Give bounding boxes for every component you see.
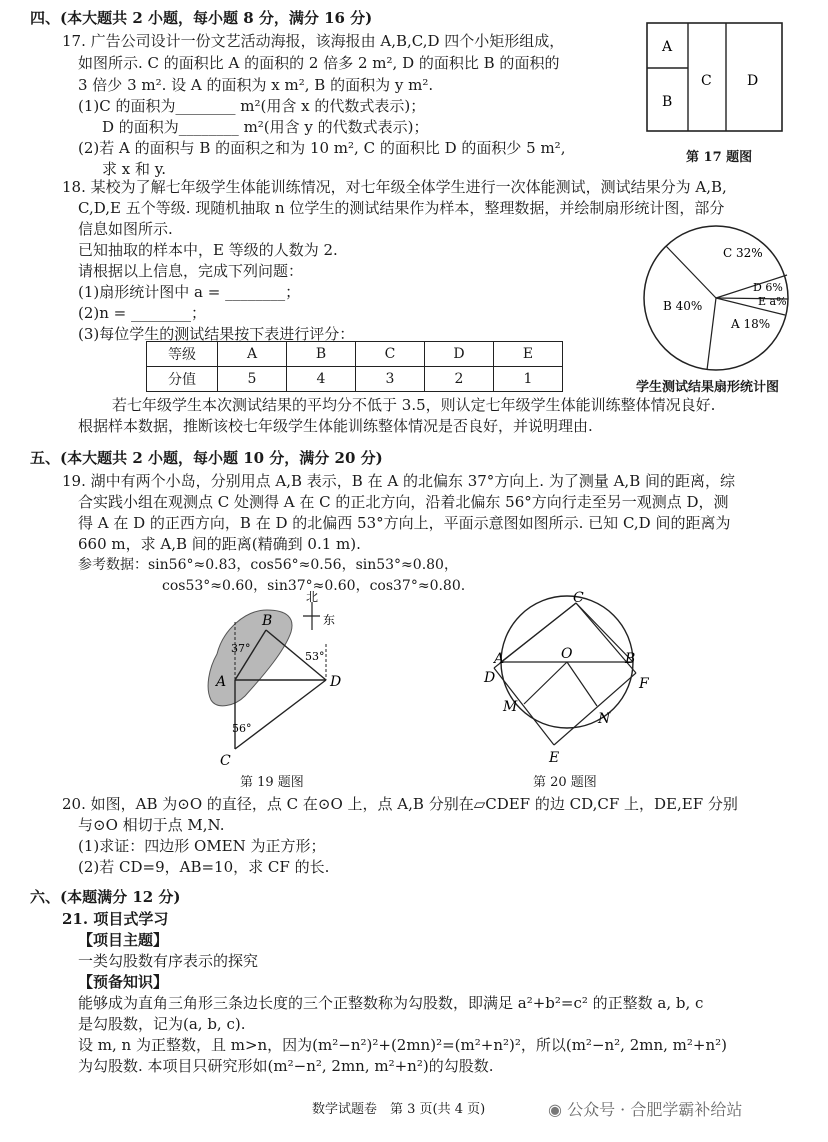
score-table-row	[147, 367, 563, 392]
score-table	[146, 341, 563, 392]
q18-line-5: 请根据以上信息，完成下列问题：	[78, 262, 304, 280]
q20-line-3: (1)求证：四边形 OMEN 为正方形；	[78, 837, 326, 855]
q20-label-e: E	[549, 750, 560, 766]
q19-figure	[195, 592, 365, 772]
watermark-text: 公众号 · 合肥学霸补给站	[567, 1100, 743, 1119]
q19-line-4: 660 m，求 A,B 间的距离(精确到 0.1 m).	[78, 535, 361, 553]
q17-caption: 第 17 题图	[686, 150, 753, 165]
score-cell: 2	[425, 367, 494, 392]
score-cell: 1	[494, 367, 563, 392]
q18-line-3: 信息如图所示.	[78, 220, 173, 238]
q20-label-n: N	[598, 711, 611, 727]
q18-caption: 学生测试结果扇形统计图	[636, 380, 780, 395]
q18-line-10: 根据样本数据，推断该校七年级学生体能训练整体情况是否良好，并说明理由.	[78, 417, 593, 435]
q20-line-1: 20. 如图，AB 为⊙O 的直径，点 C 在⊙O 上，点 A,B 分别在▱CDEF 的边 CD,CF 上，DE,EF 分别	[62, 795, 738, 813]
q17-line-5: D 的面积为________ m²(用含 y 的代数式表示)；	[102, 118, 429, 136]
q21-topic: 一类勾股数有序表示的探究	[78, 952, 259, 970]
q19-label-b: B	[262, 613, 273, 629]
q19-label-c: C	[220, 753, 231, 769]
score-cell: D	[425, 342, 494, 367]
q19-line-2: 合实践小组在观测点 C 处测得 A 在 C 的正北方向，沿着北偏东 56°方向行走至另一观测点 D，测	[78, 493, 729, 511]
q19-line-1: 19. 湖中有两个小岛，分别用点 A,B 表示，B 在 A 的北偏东 37°方向上. 为了测量 A,B 间的距离，综	[62, 472, 735, 490]
q19-angle-56: 56°	[232, 722, 252, 735]
q20-line-4: (2)若 CD=9，AB=10，求 CF 的长.	[78, 858, 330, 876]
q19-ref-1: 参考数据：sin56°≈0.83，cos56°≈0.56，sin53°≈0.80，	[78, 557, 458, 573]
q19-label-d: D	[330, 674, 342, 690]
q19-angle-53: 53°	[305, 650, 325, 663]
q20-label-a: A	[494, 651, 505, 667]
pie-label-a: A 18%	[731, 317, 771, 331]
q20-line-2: 与⊙O 相切于点 M,N.	[78, 816, 225, 834]
q17-line-1: 17. 广告公司设计一份文艺活动海报，该海报由 A,B,C,D 四个小矩形组成，	[62, 32, 565, 50]
q18-line-4: 已知抽取的样本中，E 等级的人数为 2.	[78, 241, 338, 259]
q21-prep-line-2: 是勾股数，记为(a, b, c).	[78, 1015, 246, 1033]
score-cell: A	[218, 342, 287, 367]
q19-ref-2: cos53°≈0.60，sin37°≈0.60，cos37°≈0.80.	[162, 578, 466, 594]
score-cell: 分值	[147, 367, 218, 392]
pie-label-e: E a%	[758, 295, 787, 308]
q17-label-b: B	[662, 94, 673, 110]
q19-label-a: A	[216, 674, 227, 690]
q20-figure	[484, 590, 654, 770]
q21-prep-line-4: 为勾股数. 本项目只研究形如(m²−n², 2mn, m²+n²)的勾股数.	[78, 1057, 494, 1075]
score-cell: 5	[218, 367, 287, 392]
q20-label-c: C	[573, 590, 584, 606]
score-cell: C	[356, 342, 425, 367]
q18-line-9: 若七年级学生本次测试结果的平均分不低于 3.5，则认定七年级学生体能训练整体情况良好.	[112, 396, 716, 414]
q18-pie-chart	[643, 225, 793, 375]
q20-label-b: B	[625, 651, 636, 667]
q17-line-4: (1)C 的面积为________ m²(用含 x 的代数式表示)；	[78, 97, 426, 115]
score-table-header-row	[147, 342, 563, 367]
page-footer: 数学试题卷 第 3 页(共 4 页)	[312, 1102, 486, 1117]
q17-figure	[646, 22, 786, 134]
q19-line-3: 得 A 在 D 的正西方向，B 在 D 的北偏西 53°方向上，平面示意图如图所示. 已知 C,D 间的距离为	[78, 514, 731, 532]
q19-caption: 第 19 题图	[240, 775, 304, 790]
q20-label-d: D	[484, 670, 496, 686]
section-4-header: 四、(本大题共 2 小题，每小题 8 分，满分 16 分)	[30, 9, 373, 27]
q17-line-2: 如图所示. C 的面积比 A 的面积的 2 倍多 2 m², D 的面积比 B 的面积的	[78, 54, 560, 72]
q20-label-f: F	[639, 676, 649, 692]
score-cell: 4	[287, 367, 356, 392]
q20-label-m: M	[503, 699, 518, 715]
q18-line-8: (3)每位学生的测试结果按下表进行评分：	[78, 325, 355, 343]
q18-line-1: 18. 某校为了解七年级学生体能训练情况，对七年级全体学生进行一次体能测试，测试结果分为 A,B,	[62, 178, 727, 196]
q21-topic-heading: 【项目主题】	[78, 931, 169, 949]
pie-label-c: C 32%	[723, 246, 763, 260]
q17-label-a: A	[662, 39, 673, 55]
q18-line-6: (1)扇形统计图中 a = ________；	[78, 283, 301, 301]
q19-angle-37: 37°	[231, 642, 251, 655]
score-cell: 3	[356, 367, 425, 392]
pie-label-d: D 6%	[753, 281, 783, 294]
q20-label-o: O	[561, 646, 573, 662]
q17-line-7: 求 x 和 y.	[102, 160, 167, 178]
pie-label-b: B 40%	[663, 299, 703, 313]
compass-north-label: 北	[306, 590, 319, 604]
score-cell: B	[287, 342, 356, 367]
section-5-header: 五、(本大题共 2 小题，每小题 10 分，满分 20 分)	[30, 449, 383, 467]
wechat-icon: ◉	[548, 1100, 562, 1119]
q21-title: 21. 项目式学习	[62, 910, 169, 928]
q21-prep-heading: 【预备知识】	[78, 973, 169, 991]
q17-label-d: D	[747, 73, 759, 89]
q17-line-6: (2)若 A 的面积与 B 的面积之和为 10 m², C 的面积比 D 的面积少 5 m²,	[78, 139, 566, 157]
q20-caption: 第 20 题图	[533, 775, 597, 790]
score-cell: 等级	[147, 342, 218, 367]
q21-prep-line-3: 设 m, n 为正整数，且 m>n，因为(m²−n²)²+(2mn)²=(m²+n²)²，所以(m²−n², 2mn, m²+n²)	[78, 1036, 728, 1054]
q17-line-3: 3 倍少 3 m². 设 A 的面积为 x m², B 的面积为 y m².	[78, 76, 434, 94]
section-6-header: 六、(本题满分 12 分)	[30, 888, 181, 906]
q21-prep-line-1: 能够成为直角三角形三条边长度的三个正整数称为勾股数，即满足 a²+b²=c² 的正整数 a, b, c	[78, 994, 704, 1012]
score-cell: E	[494, 342, 563, 367]
q17-label-c: C	[701, 73, 712, 89]
q18-line-2: C,D,E 五个等级. 现随机抽取 n 位学生的测试结果作为样本，整理数据，并绘制扇形统计图，部分	[78, 199, 725, 217]
compass-east-label: 东	[323, 613, 336, 627]
watermark	[548, 1097, 742, 1120]
q18-line-7: (2)n = ________；	[78, 304, 207, 322]
